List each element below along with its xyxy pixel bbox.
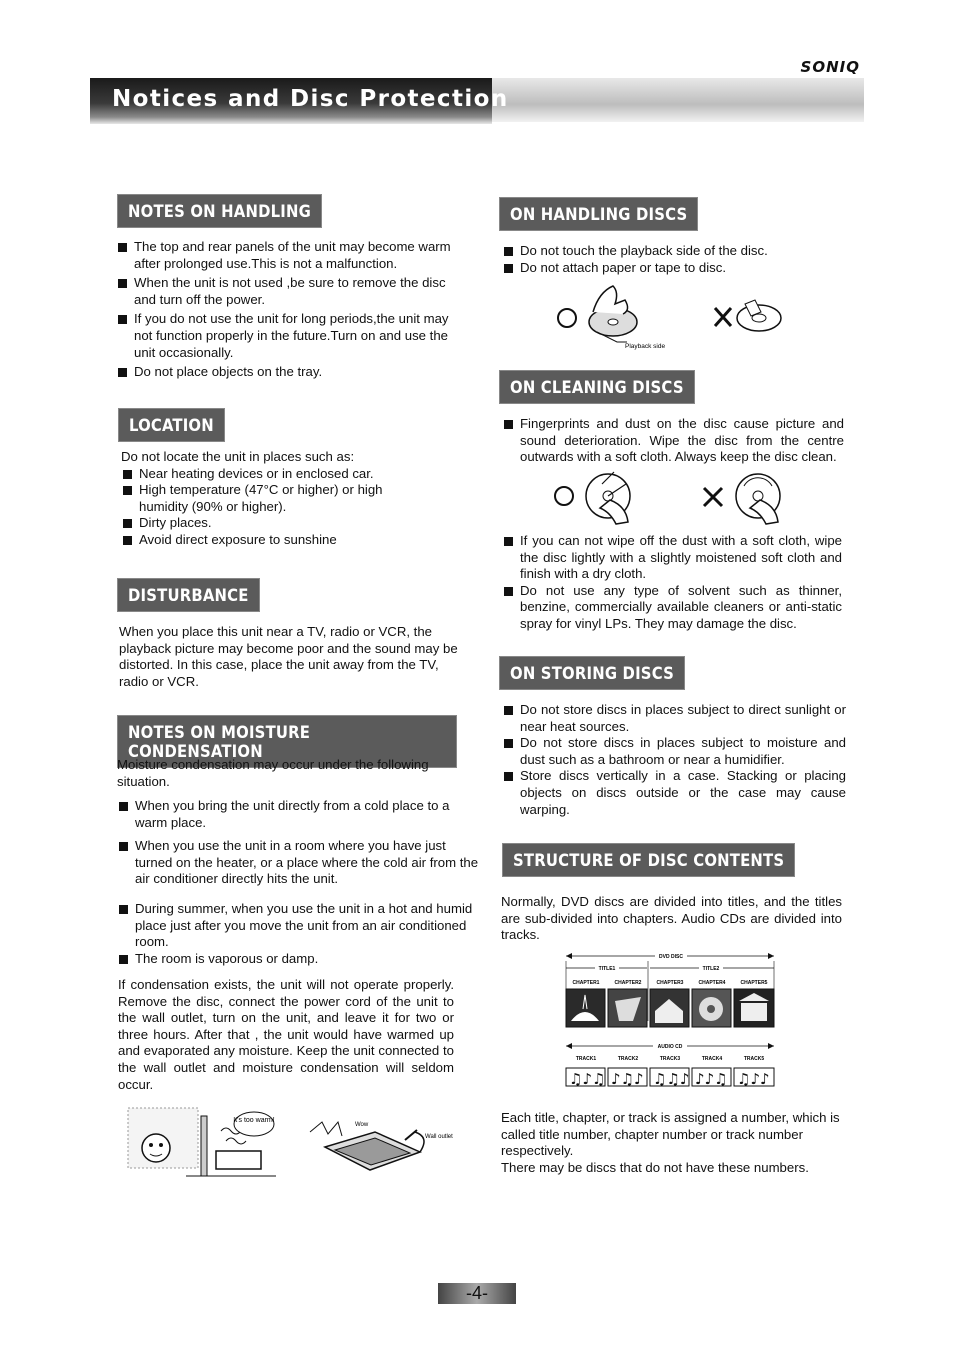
warm-room-illustration — [126, 1106, 281, 1184]
list-item: Do not store discs in places subject to direct sunlight or near heat sources. — [502, 702, 846, 735]
page-number: -4- — [466, 1283, 488, 1303]
chapter2-label: CHAPTER2 — [614, 980, 642, 986]
list-item: If you do not use the unit for long periods,the unit may not function properly in the future.Turn on and use the unit occasionally. — [116, 311, 456, 361]
moisture-outro: If condensation exists, the unit will not operate properly. Remove the disc, connect the power cord of the unit to the wall outlet, turn on the unit, and leave it for two or three hours. After that , the unit would have warmed up and evaporated any moisture. Keep the unit connected to the wall outlet and moisture condensation will seldom occur. — [118, 977, 454, 1092]
list-item: When you bring the unit directly from a cold place to a warm place. — [117, 798, 479, 831]
location-body — [121, 449, 421, 549]
notes-on-handling-list — [116, 239, 456, 381]
cleaning-disc-illustration — [550, 466, 790, 528]
disturbance-heading: DISTURBANCE — [117, 578, 260, 612]
list-item: Fingerprints and dust on the disc cause picture and sound deterioration. Wipe the disc from the centre outwards with a soft cloth. Always keep the disc clean. — [502, 416, 844, 466]
track4-label: TRACK4 — [701, 1056, 723, 1062]
structure-heading: STRUCTURE OF DISC CONTENTS — [502, 843, 795, 877]
chapter3-label: CHAPTER3 — [656, 980, 684, 986]
wrong-icon — [715, 308, 731, 326]
on-cleaning-discs-top — [502, 416, 844, 466]
chapter5-label: CHAPTER5 — [740, 980, 768, 986]
on-cleaning-discs-bottom — [502, 533, 842, 633]
title1-label: TITLE1 — [598, 966, 616, 972]
svg-text:♫♫♪: ♫♫♪ — [653, 1070, 690, 1088]
track3-label: TRACK3 — [659, 1056, 681, 1062]
list-item: Do not attach paper or tape to disc. — [502, 260, 847, 277]
list-item: High temperature (47°C or higher) or high humidity (90% or higher). — [121, 482, 421, 515]
list-item: If you can not wipe off the dust with a soft cloth, wipe the disc lightly with a slightly moistened soft cloth and finish with a dry cloth. — [502, 533, 842, 583]
playback-side-label: Playback side — [625, 343, 666, 350]
list-item: When you use the unit in a room where you have just turned on the heater, or a place where the cold air from the air conditioner directly hits the unit. — [117, 838, 479, 888]
list-item: Store discs vertically in a case. Stacking or placing objects on discs outside or the case may cause warping. — [502, 768, 846, 818]
location-intro: Do not locate the unit in places such as: — [121, 449, 355, 464]
on-storing-discs-heading: ON STORING DISCS — [499, 656, 685, 690]
list-item: Avoid direct exposure to sunshine — [121, 532, 421, 549]
structure-outro — [501, 1110, 846, 1176]
list-item: During summer, when you use the unit in a hot and humid place just after you move the unit from an air conditioned room. — [117, 901, 479, 951]
svg-text:♪♫♪: ♪♫♪ — [611, 1070, 644, 1088]
structure-outro-1: Each title, chapter, or track is assigned a number, which is called title number, chapter number or track number respectively. — [501, 1110, 840, 1159]
list-item: Do not touch the playback side of the disc. — [502, 243, 847, 260]
svg-text:♫♪♫: ♫♪♫ — [569, 1070, 606, 1088]
svg-text:Wow: Wow — [355, 1122, 369, 1128]
wrong-icon — [704, 488, 722, 506]
correct-icon — [558, 309, 576, 327]
track1-label: TRACK1 — [575, 1056, 597, 1062]
page-number-box — [438, 1283, 516, 1304]
structure-outro-2: There may be discs that do not have these numbers. — [501, 1159, 809, 1175]
audio-cd-label: AUDIO CD — [657, 1044, 683, 1050]
location-heading: LOCATION — [118, 408, 225, 442]
dvd-disc-label: DVD DISC — [659, 954, 683, 960]
list-item: Near heating devices or in enclosed car. — [121, 466, 421, 483]
list-item: The top and rear panels of the unit may become warm after prolonged use.This is not a malfunction. — [116, 239, 456, 272]
structure-intro: Normally, DVD discs are divided into titles, and the titles are sub-divided into chapters. Audio CDs are divided into tracks. — [501, 894, 842, 943]
list-item: When the unit is not used ,be sure to remove the disc and turn off the power. — [116, 275, 456, 308]
handling-disc-illustration — [555, 282, 790, 352]
list-item: Do not place objects on the tray. — [116, 364, 456, 381]
on-handling-discs-list — [502, 243, 847, 276]
title2-label: TITLE2 — [702, 966, 720, 972]
on-cleaning-discs-heading: ON CLEANING DISCS — [499, 370, 695, 404]
list-item: Dirty places. — [121, 515, 421, 532]
list-item: The room is vaporous or damp. — [117, 951, 479, 968]
svg-text:♪♪♫: ♪♪♫ — [695, 1070, 728, 1088]
list-item: Do not use any type of solvent such as thinner, benzine, commercially available cleaners or anti-static spray for vinyl LPs. They may damage the disc. — [502, 583, 842, 633]
disturbance-text: When you place this unit near a TV, radio or VCR, the playback picture may become poor and the sound may be distorted. In this case, place the unit away from the TV, radio or VCR. — [119, 624, 458, 689]
on-handling-discs-heading: ON HANDLING DISCS — [499, 197, 698, 231]
warm-label: It's too warm! — [233, 1117, 275, 1124]
moisture-heading: NOTES ON MOISTURE CONDENSATION — [117, 715, 457, 768]
correct-icon — [555, 487, 573, 505]
moisture-intro: Moisture condensation may occur under the following situation. — [117, 757, 429, 789]
list-item: Do not store discs in places subject to moisture and dust such as a bathroom or near a humidifier. — [502, 735, 846, 768]
wall-outlet-illustration — [305, 1112, 460, 1174]
chapter4-label: CHAPTER4 — [698, 980, 726, 986]
page-title: Notices and Disc Protection — [112, 86, 509, 112]
track2-label: TRACK2 — [617, 1056, 639, 1062]
chapter1-label: CHAPTER1 — [572, 980, 600, 986]
wall-outlet-label: Wall outlet — [425, 1134, 453, 1140]
moisture-list — [117, 798, 479, 967]
track5-label: TRACK5 — [743, 1056, 765, 1062]
disc-structure-diagram — [563, 951, 777, 1089]
brand-logo: SONIQ — [800, 58, 860, 76]
svg-text:♫♪♪: ♫♪♪ — [737, 1070, 770, 1088]
notes-on-handling-heading: NOTES ON HANDLING — [117, 194, 322, 228]
on-storing-discs-list — [502, 702, 846, 818]
